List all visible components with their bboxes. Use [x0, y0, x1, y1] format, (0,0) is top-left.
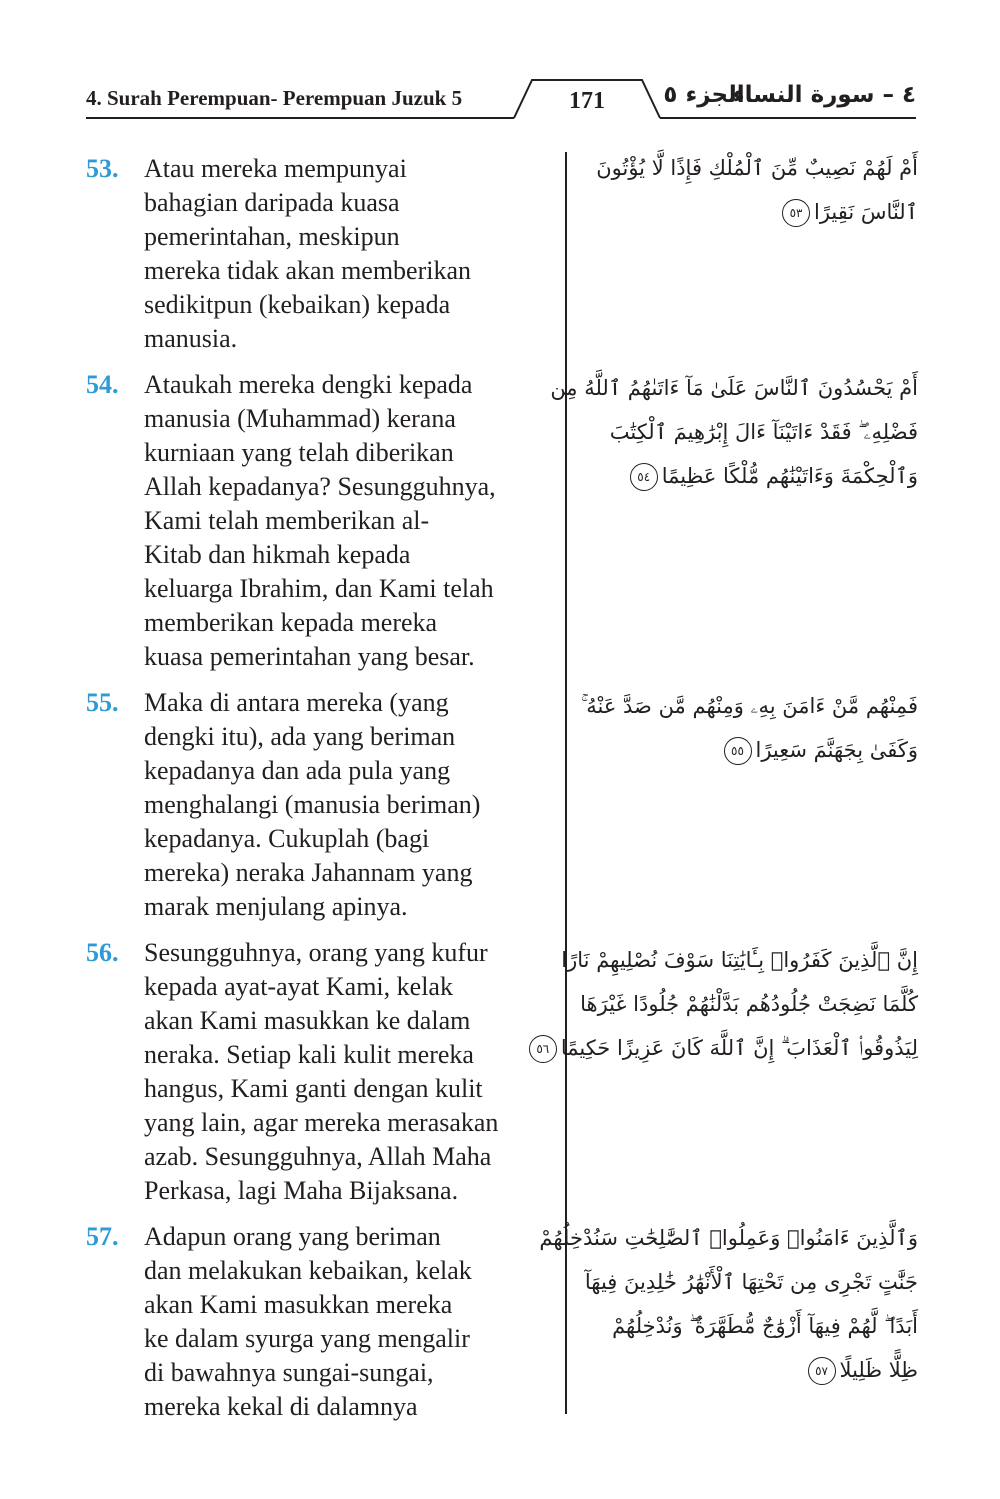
ayah-end-marker: ٥٣	[782, 199, 810, 227]
arabic-line: وَٱلَّذِينَ ءَامَنُوا۟ وَعَمِلُوا۟ ٱلصَّٰلِحَٰتِ سَنُدْخِلُهُمْ	[539, 1226, 918, 1250]
arabic-line-text: ظِلًّا ظَلِيلًا	[839, 1358, 918, 1382]
arabic-line-text: وَكَفَىٰ بِجَهَنَّمَ سَعِيرًا	[755, 738, 918, 762]
verse-55-translation	[86, 686, 560, 924]
page-header	[86, 74, 916, 124]
page-number: 171	[569, 88, 605, 114]
ayah-end-marker: ٥٤	[630, 463, 658, 491]
verse-text: Ataukah mereka dengki kepada manusia (Muhammad) kerana kurniaan yang telah diberikan Allah kepadanya? Sesungguhnya, Kami telah memberikan al- Kitab dan hikmah kepada keluarga Ibrahim, dan Kami telah memberikan kepada mereka kuasa pemerintahan yang besar.	[144, 370, 496, 671]
arabic-line-text: وَٱلْحِكْمَةَ وَءَاتَيْنَٰهُم مُّلْكًا عَظِيمًا	[661, 464, 918, 488]
verse-number: 53.	[86, 154, 119, 183]
verse-text: Atau mereka mempunyai bahagian daripada kuasa pemerintahan, meskipun mereka tidak akan memberikan sedikitpun (kebaikan) kepada manusia.	[144, 154, 472, 353]
verse-54-translation	[86, 368, 560, 674]
arabic-line: فَمِنْهُم مَّنْ ءَامَنَ بِهِۦ وَمِنْهُم مَّن صَدَّ عَنْهُ ۚ	[580, 694, 918, 718]
arabic-line: أَبَدًا ۖ لَّهُمْ فِيهَآ أَزْوَٰجٌ مُّطَهَّرَةٌ ۖ وَنُدْخِلُهُمْ	[612, 1314, 918, 1338]
verse-text: Maka di antara mereka (yang dengki itu), ada yang beriman kepadanya dan ada pula yang menghalangi (manusia beriman) kepadanya. Cukuplah (bagi mereka) neraka Jahannam yang marak menjulang apinya.	[144, 688, 481, 921]
verse-57-translation	[86, 1220, 560, 1424]
verse-number: 57.	[86, 1222, 119, 1251]
arabic-line: إِنَّ ٱلَّذِينَ كَفَرُوا۟ بِـَٔايَٰتِنَا سَوْفَ نُصْلِيهِمْ نَارًا	[561, 948, 918, 972]
arabic-line: كُلَّمَا نَضِجَتْ جُلُودُهُم بَدَّلْنَٰهُمْ جُلُودًا غَيْرَهَا	[580, 992, 918, 1016]
ayah-end-marker: ٥٧	[808, 1357, 836, 1385]
verse-number: 56.	[86, 938, 119, 967]
verse-56-translation	[86, 936, 560, 1208]
surah-title-arabic: ٤ – سورة النساء	[732, 82, 916, 108]
arabic-line	[536, 1026, 918, 1070]
arabic-line	[578, 454, 918, 498]
juz-title-arabic: الجزء ٥	[663, 82, 745, 108]
verse-number: 55.	[86, 688, 119, 717]
arabic-line-text: لِيَذُوقُوا۟ ٱلْعَذَابَ ۗ إِنَّ ٱللَّهَ كَانَ عَزِيزًا حَكِيمًا	[560, 1036, 918, 1060]
verse-56-arabic	[536, 938, 918, 1070]
ayah-end-marker: ٥٦	[529, 1035, 557, 1063]
arabic-line: أَمْ يَحْسُدُونَ ٱلنَّاسَ عَلَىٰ مَآ ءَاتَىٰهُمُ ٱللَّهُ مِن	[550, 376, 918, 400]
arabic-line	[578, 190, 918, 234]
verse-55-arabic	[578, 684, 918, 772]
arabic-line	[578, 728, 918, 772]
arabic-line	[578, 1348, 918, 1392]
surah-title-latin: 4. Surah Perempuan- Perempuan Juzuk 5	[86, 86, 463, 110]
verse-54-arabic	[550, 366, 918, 498]
verse-57-arabic	[539, 1216, 918, 1392]
arabic-line: فَضْلِهِۦ ۖ فَقَدْ ءَاتَيْنَآ ءَالَ إِبْرَٰهِيمَ ٱلْكِتَٰبَ	[609, 420, 918, 444]
arabic-line: أَمْ لَهُمْ نَصِيبٌ مِّنَ ٱلْمُلْكِ فَإِذًا لَّا يُؤْتُونَ	[596, 156, 918, 180]
arabic-line: جَنَّٰتٍ تَجْرِى مِن تَحْتِهَا ٱلْأَنْهَٰرُ خَٰلِدِينَ فِيهَآ	[584, 1270, 918, 1294]
verse-53-arabic	[578, 146, 918, 234]
arabic-line-text: ٱلنَّاسَ نَقِيرًا	[814, 200, 918, 224]
ayah-end-marker: ٥٥	[724, 737, 752, 765]
verse-53-translation	[86, 152, 560, 356]
verse-text: Sesungguhnya, orang yang kufur kepada ayat-ayat Kami, kelak akan Kami masukkan ke dalam neraka. Setiap kali kulit mereka hangus, Kami ganti dengan kulit yang lain, agar mereka merasakan azab. Sesungguhnya, Allah Maha Perkasa, lagi Maha Bijaksana.	[144, 938, 499, 1205]
verse-number: 54.	[86, 370, 119, 399]
verse-text: Adapun orang yang beriman dan melakukan kebaikan, kelak akan Kami masukkan mereka ke dalam syurga yang mengalir di bawahnya sungai-sungai, mereka kekal di dalamnya	[144, 1222, 472, 1421]
